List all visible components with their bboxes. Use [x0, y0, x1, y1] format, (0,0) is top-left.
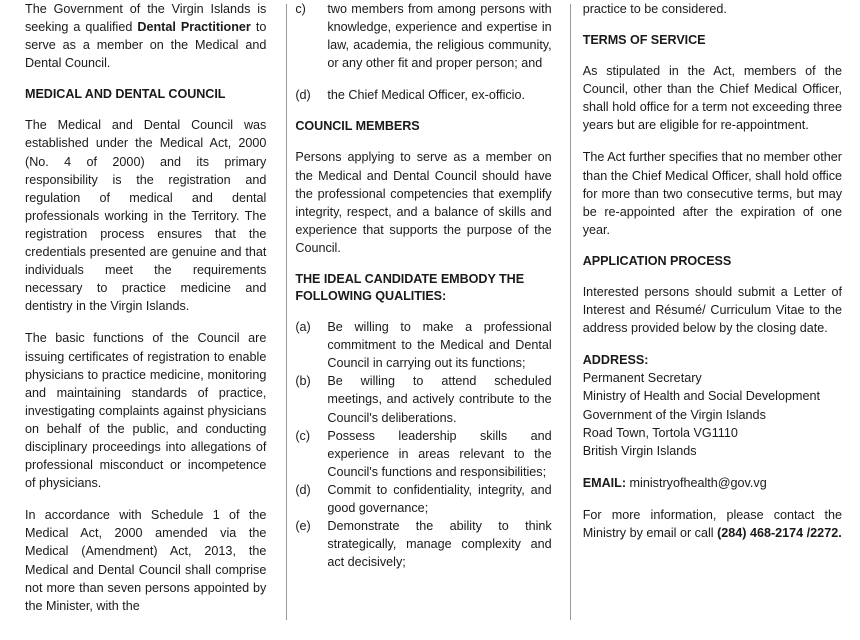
email-row — [583, 474, 842, 492]
contact-phone-number: (284) 468-2174 /2272. — [717, 525, 842, 540]
contact-text: For more information, please contact the Ministry by email or call — [582, 507, 842, 540]
address-line-2: Ministry of Health and Social Development — [582, 389, 820, 404]
heading-application-process: APPLICATION PROCESS — [582, 253, 732, 268]
column-right — [571, 0, 860, 640]
column-middle — [287, 0, 569, 640]
paragraph-terms-2: The Act further specifies that no member other than the Chief Medical Officer, shall hold office for more than two consecutive terms, but may be re-appointed after the expiration of one year. — [582, 150, 842, 237]
list-item-text: two members from among persons with knowledge, experience and expertise in law, academia, the religious community, or any other fit and proper person; and — [327, 2, 552, 71]
list-marker: (b) — [295, 374, 311, 389]
address-line-5: British Virgin Islands — [582, 443, 697, 458]
column-left — [0, 0, 286, 640]
quality-item-b — [295, 372, 551, 426]
list-marker: (d) — [295, 88, 311, 103]
paragraph-council-established: The Medical and Dental Council was established under the Medical Act, 2000 (No. 4 of 2000) and its primary responsibility is the registration and regulation of medical and dental professionals working in the Territory. The registration process ensures that the credentials presented are genuine and that individuals meet the requirements necessary to practice medicine and dentistry in the Virgin Islands. — [25, 118, 267, 314]
list-item-text: Be willing to make a professional commitment to the Medical and Dental Council in carrying out its functions; — [327, 320, 552, 371]
email-label: EMAIL: — [582, 475, 627, 490]
paragraph-council-functions: The basic functions of the Council are issuing certificates of registration to enable physicians to practice medicine, monitoring and maintaining standards of practice, investigating complaints against physicians on behalf of the public, and conducting disciplinary proceedings into allegations of professional misconduct or incompetence of physicians. — [25, 331, 267, 491]
council-composition-list — [295, 0, 551, 104]
paragraph-council-members: Persons applying to serve as a member on the Medical and Dental Council should have the professional competencies that exemplify integrity, respect, and a balance of skills and experience that supports the purpose of the Council. — [295, 150, 552, 255]
list-item-text: Possess leadership skills and experience in areas relevant to the Council's functions and responsibilities; — [327, 428, 552, 479]
list-marker: (a) — [295, 320, 311, 335]
quality-item-e — [295, 517, 551, 571]
list-marker: c) — [295, 2, 306, 16]
address-label: ADDRESS: — [582, 353, 649, 368]
email-address[interactable]: ministryofhealth@gov.vg — [626, 475, 767, 490]
qualities-list — [295, 318, 551, 571]
heading-council-members: COUNCIL MEMBERS — [295, 119, 420, 134]
list-item-text: the Chief Medical Officer, ex-officio. — [327, 88, 525, 103]
heading-medical-and-dental-council: MEDICAL AND DENTAL COUNCIL — [25, 87, 226, 102]
address-line-3: Government of the Virgin Islands — [582, 407, 766, 422]
heading-terms-of-service: TERMS OF SERVICE — [582, 33, 706, 48]
address-line-4: Road Town, Tortola VG1110 — [582, 425, 738, 440]
quality-item-d — [295, 481, 551, 517]
job-title-bold: Dental Practitioner — [137, 20, 251, 35]
list-item-c — [295, 0, 551, 72]
intro-text-part-1: The Government of the Virgin Islands is seeking a qualified — [25, 2, 267, 35]
list-marker: (c) — [295, 428, 311, 443]
quality-item-a — [295, 318, 551, 372]
list-item-text: Be willing to attend scheduled meetings, and actively contribute to the Council's deliberations. — [327, 374, 552, 425]
address-line-1: Permanent Secretary — [582, 371, 702, 386]
list-item-text: Commit to confidentiality, integrity, and good governance; — [327, 482, 552, 515]
list-item-text: Demonstrate the ability to think strategically, manage complexity and act decisively; — [327, 519, 552, 570]
intro-text-part-2: to serve as a member on the Medical and Dental Council. — [25, 20, 267, 71]
list-item-d — [295, 86, 551, 104]
list-marker: (e) — [295, 519, 311, 534]
paragraph-continued-practice: practice to be considered. — [582, 2, 727, 16]
paragraph-application-process: Interested persons should submit a Letter of Interest and Résumé/ Curriculum Vitae to the address provided below by the closing date. — [582, 284, 842, 336]
list-marker: (d) — [295, 482, 311, 497]
intro-paragraph — [25, 0, 266, 72]
paragraph-schedule-composition: In accordance with Schedule 1 of the Medical Act, 2000 amended via the Medical (Amendment) Act, 2013, the Medical and Dental Council shall comprise not more than seven persons appointed by the Minister, with the — [25, 508, 267, 613]
paragraph-contact-info — [583, 506, 842, 542]
quality-item-c — [295, 427, 551, 481]
address-block — [583, 351, 842, 460]
heading-ideal-candidate-qualities: THE IDEAL CANDIDATE EMBODY THE FOLLOWING QUALITIES: — [295, 272, 525, 304]
paragraph-terms-1: As stipulated in the Act, members of the Council, other than the Chief Medical Officer, shall hold office for a term not exceeding three years but are eligible for re-appointment. — [582, 64, 842, 133]
